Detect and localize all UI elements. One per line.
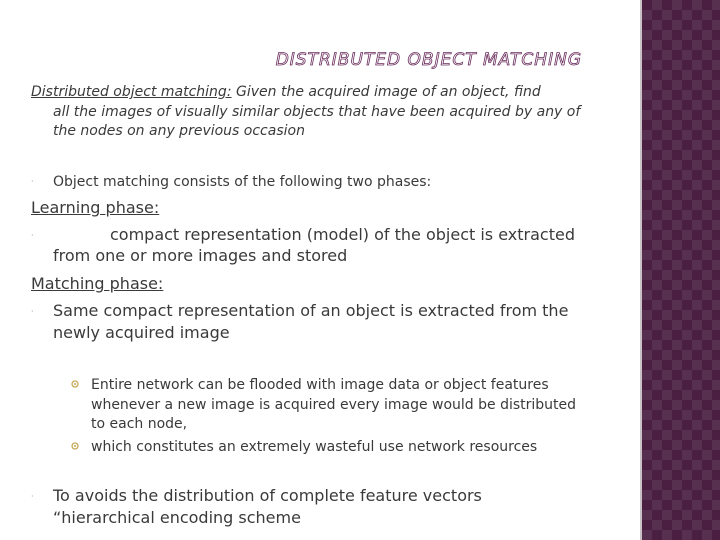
matching-text-1: Same compact representation of an object is extracted from the	[53, 301, 569, 320]
definition-term: Distributed object matching:	[31, 84, 232, 100]
learning-text-2: from one or more images and stored	[53, 246, 348, 265]
learning-text-1: compact representation (model) of the object is extracted	[110, 225, 575, 244]
final-text-1: To avoids the distribution of complete feature vectors	[53, 486, 482, 505]
definition-text-3: the nodes on any previous occasion	[53, 123, 305, 139]
decorative-sidebar	[642, 0, 720, 540]
gear-ring-icon	[71, 380, 79, 388]
matching-heading: Matching phase:	[31, 274, 164, 293]
final-text-2: “hierarchical encoding scheme	[53, 508, 301, 527]
subpoint-1-text-2: whenever a new image is acquired every image would be distributed	[91, 397, 577, 413]
subpoint-1-text-1: Entire network can be flooded with image data or object features	[91, 377, 549, 393]
matching-text-2: newly acquired image	[53, 323, 230, 342]
subpoint-2-text-1: which constitutes an extremely wasteful use network resources	[91, 439, 538, 455]
phases-intro: Object matching consists of the following two phases:	[53, 174, 432, 190]
bullet-icon: ·	[31, 307, 34, 316]
bullet-icon: ·	[31, 177, 34, 186]
gear-ring-icon	[71, 442, 79, 450]
slide-title: DISTRIBUTED OBJECT MATCHING	[275, 50, 582, 70]
definition-text-1: Given the acquired image of an object, find	[231, 84, 541, 100]
definition-paragraph	[31, 82, 541, 102]
subpoint-1-text-3: to each node,	[91, 416, 188, 432]
definition-text-2: all the images of visually similar objects that have been acquired by any of	[53, 104, 581, 120]
bullet-icon: ·	[31, 492, 34, 501]
bullet-icon: ·	[31, 231, 34, 240]
learning-heading: Learning phase:	[31, 198, 160, 217]
